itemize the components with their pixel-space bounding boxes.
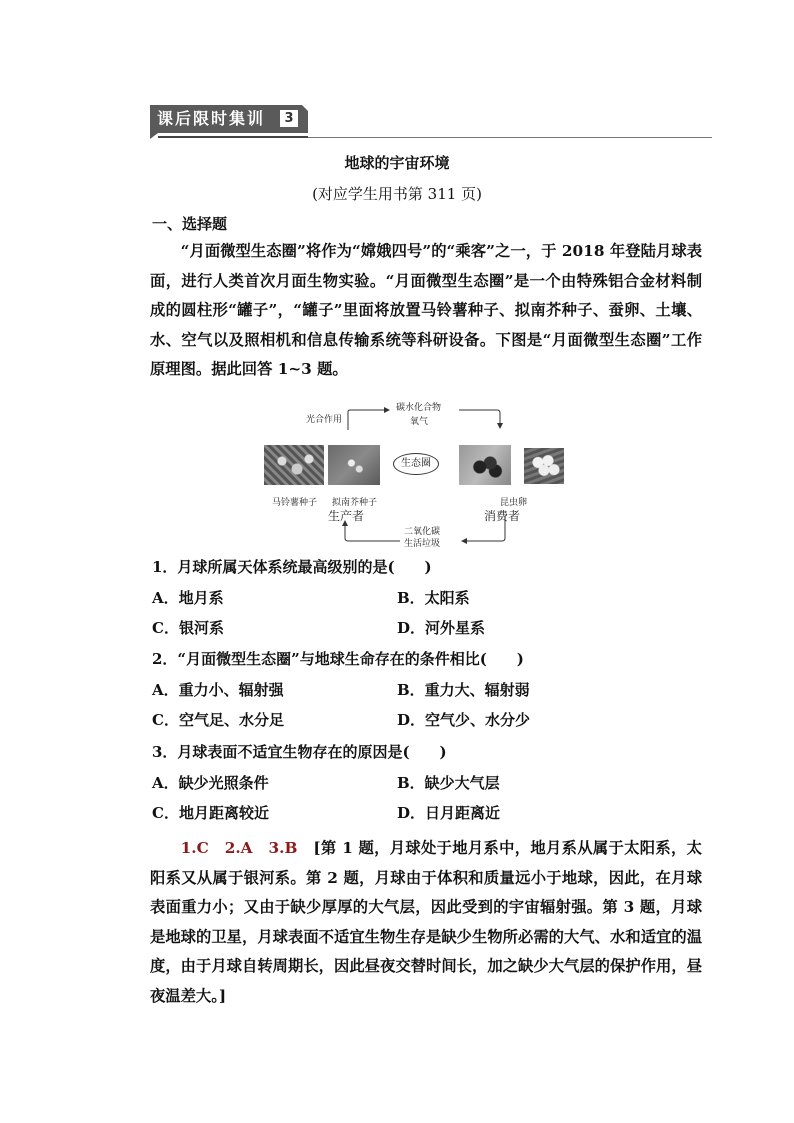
answer-keys: 1.C 2.A 3.B [180, 839, 298, 857]
producer-label: 生产者 [328, 509, 365, 523]
ecosphere-diagram [262, 398, 562, 548]
insect-egg-label: 昆虫卵 [500, 498, 528, 508]
potato-seed-label: 马铃薯种子 [272, 498, 318, 508]
consumer-label: 消费者 [484, 509, 521, 523]
question-2-option-a: A．重力小、辐射强 [152, 681, 284, 699]
question-3-stem: 3．月球表面不适宜生物存在的原因是( ) [152, 743, 447, 761]
badge-label: 课后限时集训 [157, 109, 266, 128]
header-rule [308, 137, 712, 138]
potato-seed-photo [264, 445, 324, 485]
insect-egg-photo [524, 448, 564, 484]
page-title: 地球的宇宙环境 [344, 154, 450, 172]
page-subtitle: (对应学生用书第 311 页) [312, 185, 482, 203]
arabidopsis-seed-photo [328, 445, 380, 485]
question-2-option-c: C．空气足、水分足 [152, 711, 284, 729]
intro-text: “月面微型生态圈”将作为“嫦娥四号”的“乘客”之一，于 2018 年登陆月球表面，进行人类首次月面生物实验。“月面微型生态圈”是一个由特殊铝合金材料制成的圆柱形“罐子”，“罐子”里面将放置马铃薯种子、拟南芥种子、蚕卵、土壤、水、空气以及照相机和信息传输系统等科研设备。下图是“月面微型生态圈”工作原理图。据此回答 1~3 题。 [150, 242, 702, 378]
question-3-option-b: B．缺少大气层 [397, 774, 500, 792]
consumer-photo [459, 445, 511, 485]
question-3-option-d: D．日月距离近 [397, 804, 501, 822]
answer-block [150, 834, 702, 1011]
waste-label: 生活垃圾 [404, 539, 441, 549]
answer-explanation: [第 1 题，月球处于地月系中，地月系从属于太阳系，太阳系又从属于银河系。第 2 题，月球由于体积和质量远小于地球，因此，在月球表面重力小；又由于缺少厚厚的大气层，因此受到的宇宙辐射强。第 3 题，月球是地球的卫星，月球表面不适宜生物生存是缺少生物所必需的大气、水和适宜的温度，由于月球自转周期长，因此昼夜交替时间长，加之缺少大气层的保护作用，昼夜温差大。] [150, 839, 702, 1005]
header-underline-thick [158, 136, 308, 138]
question-3-option-c: C．地月距离较近 [152, 804, 269, 822]
section-heading: 一、选择题 [152, 215, 228, 233]
intro-paragraph [150, 237, 702, 385]
badge-number: 3 [280, 110, 298, 127]
co2-label: 二氧化碳 [404, 527, 441, 537]
question-2-option-d: D．空气少、水分少 [397, 711, 531, 729]
ecosphere-ellipse: 生态圈 [393, 453, 439, 475]
arabidopsis-seed-label: 拟南芥种子 [332, 498, 378, 508]
question-1-stem: 1．月球所属天体系统最高级别的是( ) [152, 558, 432, 576]
badge-fold-decoration [150, 133, 158, 139]
question-1-option-b: B．太阳系 [397, 589, 470, 607]
question-1-option-d: D．河外星系 [397, 619, 486, 637]
question-1-option-a: A．地月系 [152, 589, 224, 607]
question-2-stem: 2．“月面微型生态圈”与地球生命存在的条件相比( ) [152, 650, 524, 668]
carbohydrate-label: 碳水化合物 [396, 403, 442, 413]
oxygen-label: 氧气 [410, 417, 429, 427]
question-1-option-c: C．银河系 [152, 619, 224, 637]
question-2-option-b: B．重力大、辐射弱 [397, 681, 530, 699]
section-header [150, 105, 712, 140]
photosynthesis-label: 光合作用 [306, 415, 343, 425]
question-3-option-a: A．缺少光照条件 [152, 774, 269, 792]
